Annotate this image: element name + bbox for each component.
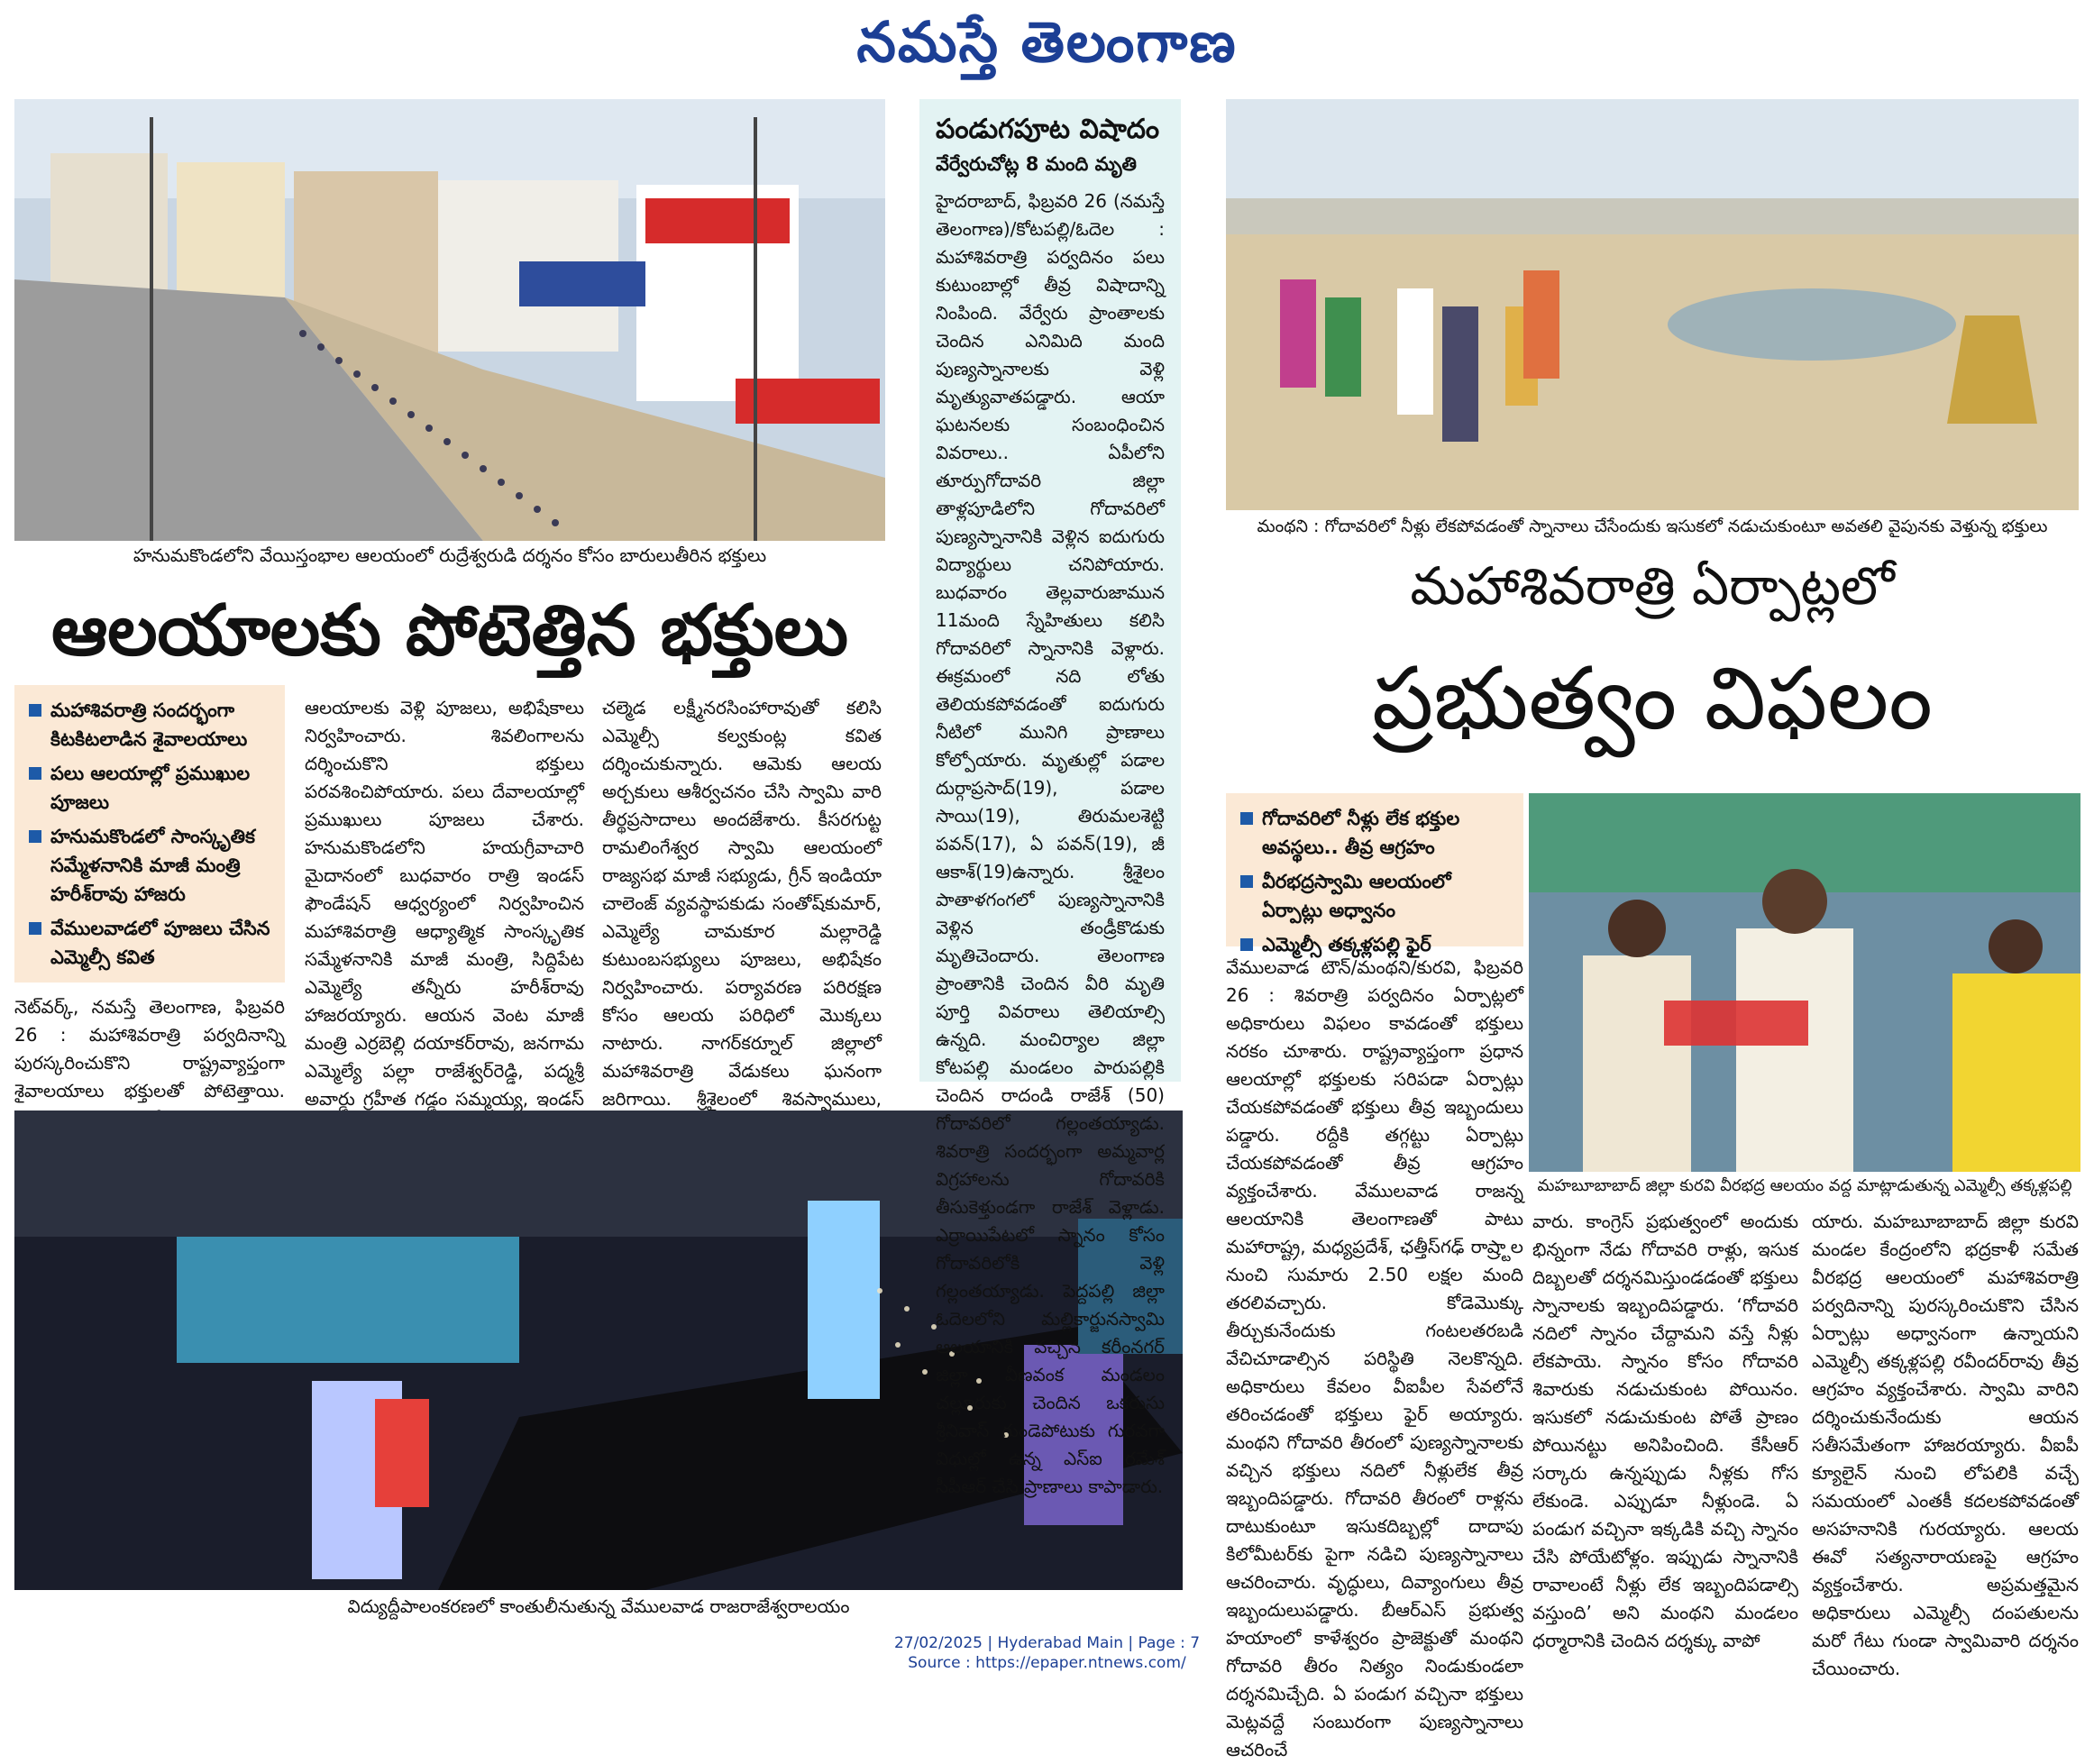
sidebar-subtitle: వేర్వేరుచోట్ల 8 మంది మృతి xyxy=(936,153,1137,175)
right-highlight-item: వీరభద్రస్వామి ఆలయంలో ఏర్పాట్లు అధ్వానం xyxy=(1237,867,1513,925)
masthead xyxy=(0,0,2094,90)
page-footer xyxy=(0,1633,2094,1673)
footer-date-edition: 27/02/2025 | Hyderabad Main | Page : 7 xyxy=(893,1634,1201,1652)
right-highlight-item: గోదావరిలో నీళ్లు లేక భక్తుల అవస్థలు.. తీవ్ర ఆగ్రహం xyxy=(1237,804,1513,862)
temple-queue-photo xyxy=(14,99,885,541)
left-highlight-item: హనుమకొండలో సాంస్కృతిక సమ్మేళనానికి మాజీ మంత్రి హరీశ్‌రావు హాజరు xyxy=(25,822,274,909)
newspaper-title: నమస్తే తెలంగాణ xyxy=(856,9,1238,75)
right-story-col2: వారు. కాంగ్రెస్ ప్రభుత్వంలో అందుకు భిన్నంగా నేడు గోదావరి రాళ్లు, ఇసుక దిబ్బలతో దర్శనమిస్తుండడంతో భక్తులు స్నానాలకు ఇబ్బందిపడ్డారు. ‘గోదావరి నదిలో స్నానం చేద్దామని వస్తే నీళ్లు లేకపాయె. స్నానం కోసం గోదావరి శివారుకు నడుచుకుంట పోయినం. ఇసుకలో నడుచుకుంట పోతే ప్రాణం పోయినట్టు అనిపించింది. కేసీఆర్ సర్కారు ఉన్నప్పుడు నీళ్లకు గోస లేకుండె. ఎప్పుడూ నీళ్లుండె. ఏ పండుగ వచ్చినా ఇక్కడికి వచ్చి స్నానం చేసి పోయేటోళ్లం. ఇప్పుడు స్నానానికి రావాలంటే నీళ్లు లేక ఇబ్బందిపడాల్సి వస్తుంది’ అని మంథని మండలం ధర్మారానికి చెందిన దర్శక్కు వాపో xyxy=(1532,1211,1798,1651)
left-story-col1: నెట్‌వర్క్, నమస్తే తెలంగాణ, ఫిబ్రవరి 26 : మహాశివరాత్రి పర్వదినాన్ని పురస్కరించుకొని రాష్ట్రవ్యాప్తంగా శైవాలయాలు భక్తులతో పోటెత్తాయి. xyxy=(14,996,285,1101)
left-highlight-item: వేములవాడలో పూజలు చేసిన ఎమ్మెల్సీ కవిత xyxy=(25,914,274,972)
sidebar-body: హైదరాబాద్, ఫిబ్రవరి 26 (నమస్తే తెలంగాణ)/కోటపల్లి/ఓదెల : మహాశివరాత్రి పర్వదినం పలు కుటుంబాల్లో తీవ్ర విషాదాన్ని నింపింది. వేర్వేరు ప్రాంతాలకు చెందిన ఎనిమిది మంది పుణ్యస్నానాలకు వెళ్లి మృత్యువాతపడ్డారు. ఆయా ఘటనలకు సంబంధించిన వివరాలు.. ఏపీలోని తూర్పుగోదావరి జిల్లా తాళ్లపూడిలోని గోదావరిలో పుణ్యస్నానానికి వెళ్లిన ఐదుగురు విద్యార్థులు చనిపోయారు. బుధవారం తెల్లవారుజామున 11మంది స్నేహితులు కలిసి గోదావరిలో స్నానానికి వెళ్లారు. ఈక్రమంలో నది లోతు తెలియకపోవడంతో ఐదుగురు నీటిలో మునిగి ప్రాణాలు కోల్పోయారు. మృతుల్లో పడాల దుర్గాప్రసాద్(19), పడాల సాయి(19), తిరుమలశెట్టి పవన్(17), ఏ పవన్(19), జీ ఆకాశ్(19)ఉన్నారు. శ్రీశైలం పాతాళగంగలో పుణ్యస్నానానికి వెళ్లిన తండ్రీకొడుకు మృతిచెందారు. తెలంగాణ ప్రాంతానికి చెందిన వీరి మృతి పూర్తి వివరాలు తెలియాల్సి ఉన్నది. మంచిర్యాల జిల్లా కోటపల్లి మండలం పారుపల్లికి చెందిన రాదండి రాజేశ్ (50) గోదావరిలో గల్లంతయ్యాడు. శివరాత్రి సందర్భంగా అమ్మవార్ల విగ్రహాలను గోదావరికి తీసుకెళ్తుండగా రాజేశ్ వెళ్లాడు. ఎర్రాయిపేటలో స్నానం కోసం గోదావరిలోకి వెళ్లి గల్లంతయ్యాడు. పెద్దపల్లి జిల్లా ఓదెలలోని మల్లికార్జునస్వామి ఆలయానికి వచ్చిన కరీంనగర్ జిల్లా వీణవంక మండలం చల్లూరుకు చెందిన ఒకరుసు శ్రీనివాస్ గుండెపోటుకు గురవగా విధుల్లో ఉన్న ఎస్ఐ రమేశ్ సీపీఆర్ చేసి ప్రాణాలు కాపాడారు. xyxy=(936,190,1165,1497)
footer-source: Source : https://epaper.ntnews.com/ xyxy=(908,1654,1186,1672)
left-story-col2: ఆలయాలకు వెళ్లి పూజలు, అభిషేకాలు నిర్వహించారు. శివలింగాలను దర్శించుకొని భక్తులు పరవశించిపోయారు. పలు దేవాలయాల్లో ప్రముఖులు పూజలు చేశారు. హనుమకొండలోని హయగ్రీవాచారి మైదానంలో బుధవారం రాత్రి ఇండస్ ఫౌండేషన్ ఆధ్వర్యంలో నిర్వహించిన మహాశివరాత్రి ఆధ్యాత్మిక సాంస్కృతిక సమ్మేళనానికి మాజీ మంత్రి, సిద్దిపేట ఎమ్మెల్యే తన్నీరు హరీశ్‌రావు హాజరయ్యారు. ఆయన వెంట మాజీ మంత్రి ఎర్రబెల్లి దయాకర్‌రావు, జనగామ ఎమ్మెల్యే పల్లా రాజేశ్వర్‌రెడ్డి, పద్మశ్రీ అవార్డు గ్రహీత గడ్డం సమ్మయ్య, ఇండస్ xyxy=(305,697,584,1110)
left-headline: ఆలయాలకు పోటెత్తిన భక్తులు xyxy=(50,590,849,672)
left-highlight-item: పలు ఆలయాల్లో ప్రముఖుల పూజలు xyxy=(25,759,274,817)
left-highlights-box xyxy=(14,685,285,983)
dry-river-illustration xyxy=(1226,99,2079,510)
mlc-speaking-photo xyxy=(1529,793,2080,1172)
godavari-riverbed-caption: మంథని : గోదావరిలో నీళ్లు లేకపోవడంతో స్నానాలు చేసేందుకు ఇసుకలో నడుచుకుంటూ అవతలి వైపునకు వెళ్తున్న భక్తులు xyxy=(1257,516,2048,536)
right-headline-line1: మహాశివరాత్రి ఏర్పాట్లలో xyxy=(1410,555,1895,617)
temple-queue-caption: హనుమకొండలోని వేయిస్తంభాల ఆలయంలో రుద్రేశ్వరుడి దర్శనం కోసం బారులుతీరిన భక్తులు xyxy=(133,544,767,566)
left-highlight-item: మహాశివరాత్రి సందర్భంగా కిటకిటలాడిన శైవాలయాలు xyxy=(25,696,274,754)
vemulawada-temple-caption: విద్యుద్దీపాలంకరణలో కాంతులీనుతున్న వేములవాడ రాజరాజేశ్వరాలయం xyxy=(347,1595,850,1617)
sidebar-title: పండుగపూట విషాదం xyxy=(936,114,1160,145)
street-queue-illustration xyxy=(14,99,885,541)
tragedy-sidebar xyxy=(919,99,1181,1497)
right-story-col1: వేములవాడ టౌన్/మంథని/కురవి, ఫిబ్రవరి 26 : శివరాత్రి పర్వదినం ఏర్పాట్లలో అధికారులు విఫలం కావడంతో భక్తులు నరకం చూశారు. రాష్ట్రవ్యాప్తంగా ప్రధాన ఆలయాల్లో భక్తులకు సరిపడా ఏర్పాట్లు చేయకపోవడంతో భక్తులు తీవ్ర ఇబ్బందులు పడ్డారు. రద్దీకి తగ్గట్టు ఏర్పాట్లు చేయకపోవడంతో తీవ్ర ఆగ్రహం వ్యక్తంచేశారు. వేములవాడ రాజన్న ఆలయానికి తెలంగాణతో పాటు మహారాష్ట్ర, మధ్యప్రదేశ్, ఛత్తీస్‌గఢ్ రాష్ర్టాల నుంచి సుమారు 2.50 లక్షల మంది తరలివచ్చారు. కోడెమొక్కు తీర్చుకునేందుకు గంటలతరబడి వేచిచూడాల్సిన పరిస్థితి నెలకొన్నది. అధికారులు కేవలం వీఐపీల సేవలోనే తరించడంతో భక్తులు ఫైర్ అయ్యారు. మంథని గోదావరి తీరంలో పుణ్యస్నానాలకు వచ్చిన భక్తులు నదిలో నీళ్లులేక తీవ్ర ఇబ్బందిపడ్డారు. గోదావరి తీరంలో రాళ్లను దాటుకుంటూ ఇసుకదిబ్బల్లో దాదాపు కిలోమీటర్‌కు పైగా నడిచి పుణ్యస్నానాలు ఆచరించారు. వృద్ధులు, దివ్యాంగులు తీవ్ర ఇబ్బందులుపడ్డారు. బీఆర్‌ఎస్ ప్రభుత్వ హయాంలో కాళేశ్వరం ప్రాజెక్టుతో మంథని గోదావరి తీరం నిత్యం నిండుకుండలా దర్శనమిచ్చేది. ఏ పండుగ వచ్చినా భక్తులు మెట్లవద్దే సంబురంగా పుణ్యస్నానాలు ఆచరించే xyxy=(1226,956,1523,1760)
right-headline-line2: ప్రభుత్వం విఫలం xyxy=(1372,648,1933,749)
right-highlight-item: ఎమ్మెల్సీ తక్కళ్లపల్లి ఫైర్ xyxy=(1237,930,1513,959)
right-story-col3: యారు. మహబూబాబాద్ జిల్లా కురవి మండల కేంద్రంలోని భద్రకాళీ సమేత వీరభద్ర ఆలయంలో మహాశివరాత్రి పర్వదినాన్ని పురస్కరించుకొని చేసిన ఏర్పాట్లు అధ్వానంగా ఉన్నాయని ఎమ్మెల్సీ తక్కళ్లపల్లి రవీందర్‌రావు తీవ్ర ఆగ్రహం వ్యక్తంచేశారు. స్వామి వారిని దర్శించుకునేందుకు ఆయన సతీసమేతంగా హాజరయ్యారు. వీఐపీ క్యూలైన్ నుంచి లోపలికి వచ్చే సమయంలో ఎంతకీ కదలకపోవడంతో అసహనానికి గురయ్యారు. ఆలయ ఈవో సత్యనారాయణపై ఆగ్రహం వ్యక్తంచేశారు. అప్రమత్తమైన అధికారులు ఎమ్మెల్సీ దంపతులను మరో గేటు గుండా స్వామివారి దర్శనం చేయించారు. xyxy=(1812,1211,2079,1679)
mlc-speaking-caption: మహబూబాబాద్ జిల్లా కురవి వీరభద్ర ఆలయం వద్ద మాట్లాడుతున్న ఎమ్మెల్సీ తక్కళ్లపల్లి xyxy=(1537,1176,2072,1195)
left-story-col3: చల్మెడ లక్ష్మీనరసింహారావుతో కలిసి ఎమ్మెల్సీ కల్వకుంట్ల కవిత దర్శించుకున్నారు. ఆమెకు ఆలయ అర్చకులు ఆశీర్వచనం చేసి స్వామి వారి తీర్థప్రసాదాలు అందజేశారు. కీసరగుట్ట రామలింగేశ్వర స్వామి ఆలయంలో రాజ్యసభ మాజీ సభ్యుడు, గ్రీన్ ఇండియా చాలెంజ్ వ్యవస్థాపకుడు సంతోష్‌కుమార్, ఎమ్మెల్యే చామకూర మల్లారెడ్డి కుటుంబసభ్యులు పూజలు, అభిషేకం నిర్వహించారు. పర్యావరణ పరిరక్షణ కోసం ఆలయ పరిధిలో మొక్కలు నాటారు. నాగర్‌కర్నూల్ జిల్లాలో మహాశివరాత్రి వేడుకలు ఘనంగా జరిగాయి. శ్రీశైలంలో శివస్వాములు, xyxy=(602,697,882,1110)
right-highlights-box xyxy=(1226,793,1523,955)
godavari-riverbed-photo xyxy=(1226,99,2079,510)
press-meet-illustration xyxy=(1529,793,2080,1172)
